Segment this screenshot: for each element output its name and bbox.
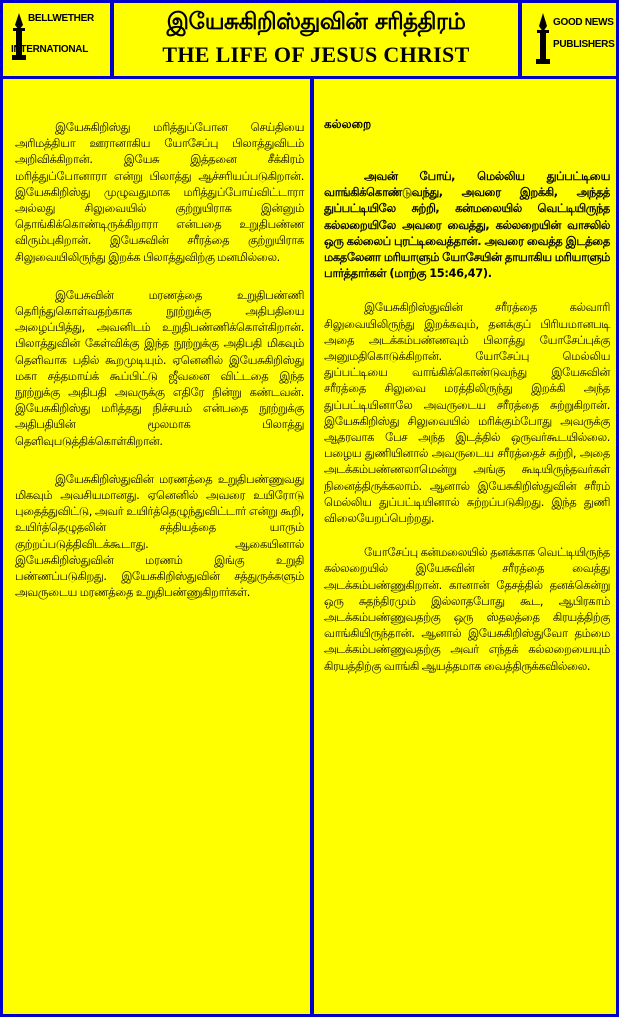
title-banner (114, 3, 518, 76)
good-news-logo (522, 3, 616, 76)
good-news-line2: PUBLISHERS (553, 39, 615, 50)
section-heading: கல்லறை (324, 117, 372, 131)
bellwether-logo (3, 3, 110, 76)
bellwether-line2: INTERNATIONAL (11, 44, 89, 55)
paragraph: இயேசுவின் மரணத்தை உறுதிபண்ணி தெரிந்துகொள்வதற்காக நூற்றுக்கு அதிபதியை அழைப்பித்து, அவனிடம் உறுதிபண்ணிக்கொள்கிறான். பிலாத்துவின் கேள்விக்கு இந்த நூற்றுக்கு அதிபதி மிகவும் தெளிவாக பதில் கூறமுடியும். ஏனெனில் இயேசுகிறிஸ்து மகா சத்தமாய்க் கூப்பிட்டு ஜீவனை விட்டதை இந்த நூற்றுக்கு அதிபதி அவருக்கு எதிரே நின்று கண்டவன். இயேசுகிறிஸ்து மரித்தது நிச்சயம் என்பதை நூற்றுக்கு அதிபதியின் மூலமாக பிலாத்து தெளிவுபடுத்திக்கொள்கிறான். (15, 287, 304, 448)
good-news-line1: GOOD NEWS (553, 17, 614, 28)
scripture-quote: அவன் போய், மெல்லிய துப்பட்டியை வாங்கிக்கொண்டுவந்து, அவரை இறக்கி, அந்தத் துப்பட்டியிலே சுற்றி, கன்மலையில் வெட்டியிருந்த கல்லறையிலே அவரை வைத்து, கல்லறையின் வாசலில் ஒரு கல்லைப் புரட்டிவைத்தான். அவரை வைத்த இடத்தை மகதலேனா மரியாளும் யோசேயின் தாயாகிய மரியாளும் பார்த்தார்கள் (மாற்கு 15:46,47). (324, 169, 610, 281)
paragraph: இயேசுகிறிஸ்துவின் மரணத்தை உறுதிபண்ணுவது மிகவும் அவசியமானது. ஏனெனில் அவரை உயிரோடு புதைத்துவிட்டு, அவர் உயிர்த்தெழுந்துவிட்டார் என்று கூறி, உயிர்த்தெழுதலின் சத்தியத்தை யாரும் குற்றப்படுத்திவிடக்கூடாது. ஆகையினால் இயேசுகிறிஸ்துவின் மரணம் இங்கு உறுதி பண்ணப்படுகிறது. இயேசுகிறிஸ்துவின் சத்துருக்களும் அவருடைய மரணத்தை உறுதிபண்ணுகிறார்கள். (15, 471, 304, 600)
paragraph: இயேசுகிறிஸ்து மரித்துப்போன செய்தியை அரிமத்தியா ஊரானாகிய யோசேப்பு பிலாத்துவிடம் அறிவிக்கிறான். இயேசு இத்தனை சீக்கிரம் மரித்துப்போனாரா என்று பிலாத்து ஆச்சரியப்படுகிறான். இயேசுகிறிஸ்து முழுவதுமாக மரித்துப்போய்விட்டாரா அல்லது சிலுவையில் குற்றுயிராக இன்னும் தொங்கிக்கொண்டிருக்கிறாரா என்பதை உறுதிபண்ண விரும்புகிறான். இயேசுவின் சரீரத்தை குற்றுயிராக சிலுவையிலிருந்து இறக்க பிலாத்துவிற்கு மனமில்லை. (15, 120, 304, 264)
paragraph: யோசேப்பு கன்மலையில் தனக்காக வெட்டியிருந்த கல்லறையில் இயேசுவின் சரீரத்தை வைத்து அடக்கம்பண்ணுகிறான். கானான் தேசத்தில் தனக்கென்று ஒரு சுதந்திரமும் இல்லாதபோது கூட, ஆபிரகாம் அடக்கம்பண்ணுவதற்கு ஒரு ஸ்தலத்தை கிரயத்திற்கு வாங்கியிருந்தான். ஆனால் இயேசுகிறிஸ்துவோ தம்மை அடக்கம்பண்ணுவதற்கு அவர் எந்தக் கல்லறையையும் கிரயத்திற்கு வாங்கி ஆயத்தமாக வைத்திருக்கவில்லை. (324, 545, 610, 673)
right-column (314, 79, 616, 1014)
paragraph: இயேசுகிறிஸ்துவின் சரீரத்தை கல்வாரி சிலுவையிலிருந்து இறக்கவும், தனக்குப் பிரியமானபடி அதை அடக்கம்பண்ணவும் பிலாத்து யோசேப்புக்கு அனுமதிகொடுக்கிறான். யோசேப்பு மெல்லிய துப்பட்டியை வாங்கிக்கொண்டுவந்து இயேசுவின் சரீரத்தை சிலுவை மரத்திலிருந்து இறக்கி அந்த துப்பட்டியினாலே அவருடைய சரீரத்தை சுற்றுகிறான். இயேசுகிறிஸ்து சிலுவையில் மரிக்கும்போது அவருக்கு ஆதரவாக பேச அந்த இடத்தில் ஒருவர்கூடயில்லை. பழைய துணியினால் அவருடைய சரீரத்தைச் சுற்றி, அதை அடக்கம்பண்ணலாமென்று அங்கு கூடியிருந்தவர்கள் நினைத்திருக்கலாம். ஆனால் இயேசுகிறிஸ்துவின் சரீரம் மெல்லிய துப்பட்டியினால் சுற்றப்படுகிறது. இந்த துணி விலையேறப்பெற்றது. (324, 300, 610, 526)
left-column (3, 79, 310, 1014)
bellwether-line1: BELLWETHER (28, 13, 94, 24)
title-tamil: இயேசுகிறிஸ்துவின் சரித்திரம் (166, 8, 466, 35)
candle-icon (534, 11, 552, 65)
title-english: THE LIFE OF JESUS CHRIST (162, 42, 470, 67)
